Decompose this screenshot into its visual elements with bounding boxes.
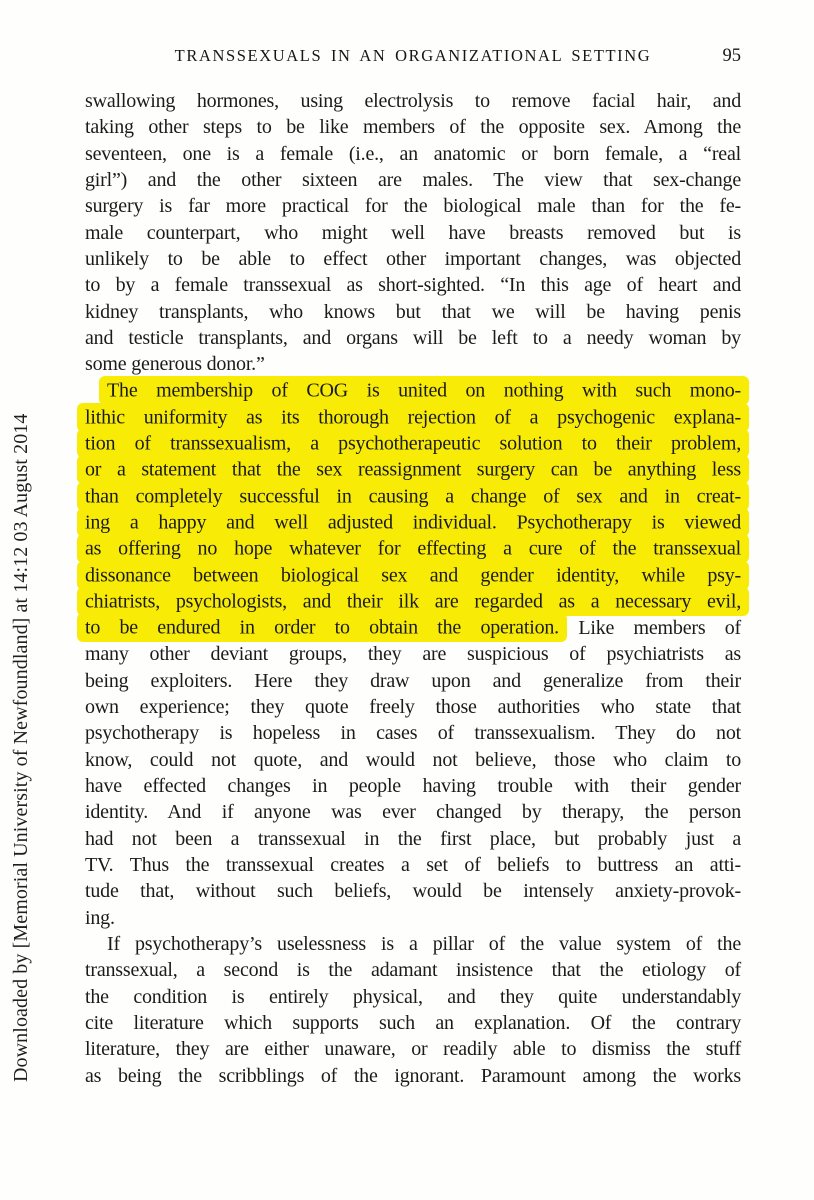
text-segment: kidney transplants, who knows but that we will be having penis <box>85 300 741 323</box>
text-line <box>85 378 741 404</box>
highlighted-text-segment: chiatrists, psychologists, and their ilk are regarded as a necessary evil, <box>77 587 749 616</box>
text-line <box>85 931 741 957</box>
text-line <box>85 957 741 983</box>
text-line <box>85 299 741 325</box>
text-line <box>85 720 741 746</box>
highlighted-text-segment: than completely successful in causing a change of sex and in creat- <box>77 482 749 511</box>
text-line <box>85 694 741 720</box>
text-segment: own experience; they quote freely those authorities who state that <box>85 695 741 718</box>
text-segment: male counterpart, who might well have breasts removed but is <box>85 221 741 244</box>
highlighted-text-segment: The membership of COG is united on nothing with such mono- <box>99 376 749 405</box>
text-line <box>85 852 741 878</box>
text-segment: girl”) and the other sixteen are males. The view that sex-change <box>85 169 741 192</box>
text-line <box>85 878 741 904</box>
text-segment: cite literature which supports such an explanation. Of the contrary <box>85 1012 741 1035</box>
text-line <box>85 430 741 456</box>
text-segment: transsexual, a second is the adamant insistence that the etiology of <box>85 959 741 982</box>
text-line <box>85 325 741 351</box>
text-line <box>85 536 741 562</box>
text-segment: tude that, without such beliefs, would be intensely anxiety-provok- <box>85 880 741 903</box>
text-segment: If psychotherapy’s uselessness is a pillar of the value system of the <box>107 933 741 955</box>
text-line <box>85 641 741 667</box>
text-line <box>85 193 741 219</box>
text-segment: surgery is far more practical for the biological male than for the fe- <box>85 195 741 218</box>
page-header <box>85 46 741 70</box>
text-segment: the condition is entirely physical, and they quite understandably <box>85 985 741 1008</box>
text-segment: taking other steps to be like members of the opposite sex. Among the <box>85 116 741 139</box>
text-line <box>85 668 741 694</box>
highlighted-text-segment: ing a happy and well adjusted individual. Psychotherapy is viewed <box>77 508 749 537</box>
highlighted-text-segment: as offering no hope whatever for effecting a cure of the transsexual <box>77 534 749 563</box>
text-line <box>85 246 741 272</box>
text-line <box>85 562 741 588</box>
text-line <box>85 826 741 852</box>
text-segment: swallowing hormones, using electrolysis to remove facial hair, and <box>85 90 741 112</box>
text-segment: have effected changes in people having trouble with their gender <box>85 774 741 797</box>
text-line <box>85 984 741 1010</box>
highlighted-text-segment: lithic uniformity as its thorough rejection of a psychogenic explana- <box>77 403 749 432</box>
text-segment: know, could not quote, and would not believe, those who claim to <box>85 748 741 771</box>
text-segment: unlikely to be able to effect other important changes, was objected <box>85 248 741 271</box>
text-segment: literature, they are either unaware, or readily able to dismiss the stuff <box>85 1038 741 1061</box>
text-line <box>85 351 741 377</box>
text-line <box>85 88 741 114</box>
text-line <box>85 457 741 483</box>
text-line <box>85 404 741 430</box>
text-line <box>85 167 741 193</box>
download-watermark: Downloaded by [Memorial University of Newfoundland] at 14:12 03 August 2014 <box>10 413 32 1082</box>
text-line <box>85 510 741 536</box>
text-segment: as being the scribblings of the ignorant. Paramount among the works <box>85 1064 741 1087</box>
text-segment: and testicle transplants, and organs will be left to a needy woman by <box>85 327 741 350</box>
text-line <box>85 747 741 773</box>
text-line <box>85 589 741 615</box>
highlighted-text-segment: tion of transsexualism, a psychotherapeutic solution to their problem, <box>77 429 749 458</box>
highlighted-text-segment: dissonance between biological sex and gender identity, while psy- <box>77 561 749 590</box>
text-line <box>85 114 741 140</box>
text-segment: seventeen, one is a female (i.e., an anatomic or born female, a “real <box>85 142 741 165</box>
text-segment: TV. Thus the transsexual creates a set of beliefs to buttress an atti- <box>85 853 741 876</box>
text-line <box>85 773 741 799</box>
highlighted-text-segment: to be endured in order to obtain the operation. <box>77 613 567 642</box>
highlighted-text-segment: or a statement that the sex reassignment surgery can be anything less <box>77 455 749 484</box>
text-segment: some generous donor.” <box>85 353 265 376</box>
text-line <box>85 905 741 931</box>
text-line <box>85 1036 741 1062</box>
text-segment: being exploiters. Here they draw upon and generalize from their <box>85 669 741 692</box>
text-line <box>85 483 741 509</box>
text-line <box>85 615 741 641</box>
text-segment: psychotherapy is hopeless in cases of transsexualism. They do not <box>85 722 741 745</box>
text-line <box>85 141 741 167</box>
text-line <box>85 220 741 246</box>
text-segment: Like members of <box>558 616 742 639</box>
text-segment: many other deviant groups, they are suspicious of psychiatrists as <box>85 643 741 666</box>
text-segment: ing. <box>85 906 115 929</box>
text-line <box>85 1063 741 1089</box>
text-segment: had not been a transsexual in the first place, but probably just a <box>85 827 741 850</box>
text-segment: identity. And if anyone was ever changed by therapy, the person <box>85 801 741 824</box>
text-segment: to by a female transsexual as short-sighted. “In this age of heart and <box>85 274 741 297</box>
running-head-title: TRANSSEXUALS IN AN ORGANIZATIONAL SETTING <box>174 46 652 65</box>
text-line <box>85 272 741 298</box>
text-line <box>85 799 741 825</box>
page-number: 95 <box>722 46 741 66</box>
body-text <box>85 88 741 1089</box>
text-line <box>85 1010 741 1036</box>
